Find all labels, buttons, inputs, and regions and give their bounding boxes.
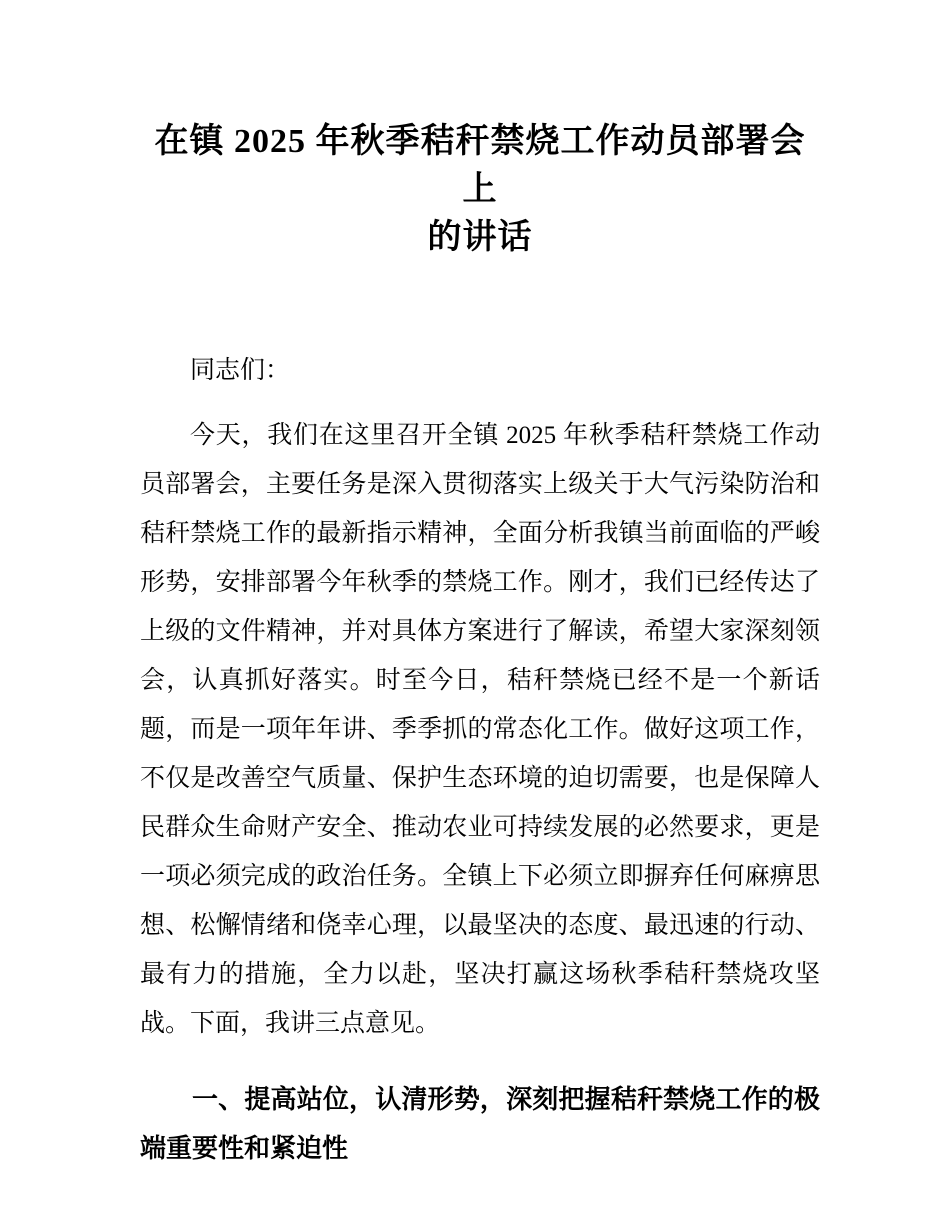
paragraph-body: 今天，我们在这里召开全镇 2025 年秋季秸秆禁烧工作动员部署会，主要任务是深入贯彻落实上级关于大气污染防治和秸秆禁烧工作的最新指示精神，全面分析我镇当前面临的严峻形势，安排部署今年秋季的禁烧工作。刚才，我们已经传达了上级的文件精神，并对具体方案进行了解读，希望大家深刻领会，认真抓好落实。时至今日，秸秆禁烧已经不是一个新话题，而是一项年年讲、季季抓的常态化工作。做好这项工作，不仅是改善空气质量、保护生态环境的迫切需要，也是保障人民群众生命财产安全、推动农业可持续发展的必然要求，更是一项必须完成的政治任务。全镇上下必须立即摒弃任何麻痹思想、松懈情绪和侥幸心理，以最坚决的态度、最迅速的行动、最有力的措施，全力以赴，坚决打赢这场秋季秸秆禁烧攻坚战。下面，我讲三点意见。 xyxy=(140,422,820,1037)
section-heading-1: 一、提高站位，认清形势，深刻把握秸秆禁烧工作的极端重要性和紧迫性 xyxy=(140,1085,820,1164)
document-title-line1: 在镇 2025 年秋季秸秆禁烧工作动员部署会上 xyxy=(154,123,806,208)
document-title xyxy=(140,118,820,262)
paragraph-greeting: 同志们： xyxy=(190,357,291,384)
document-title-line2: 的讲话 xyxy=(427,219,533,256)
